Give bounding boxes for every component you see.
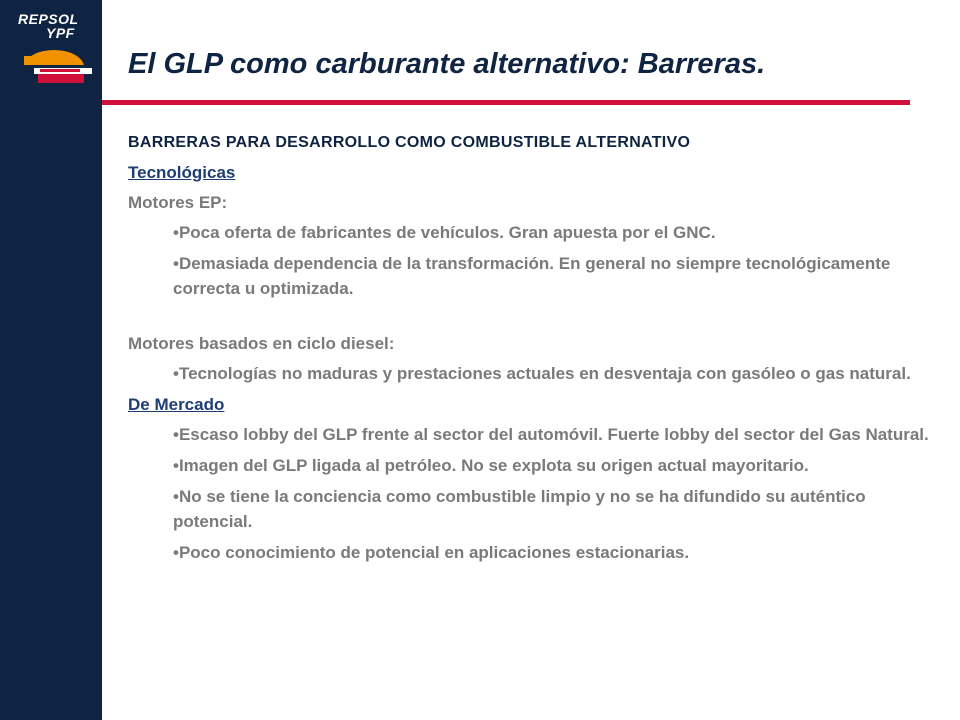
- spacer: [128, 307, 948, 331]
- repsol-emblem-icon: [20, 48, 92, 86]
- title-divider: [102, 100, 910, 105]
- subheading-market: De Mercado: [128, 395, 225, 414]
- bullet-item: •Demasiada dependencia de la transformación. En general no siempre tecnológicamente correcta u optimizada.: [173, 254, 891, 298]
- logo-text-repsol: REPSOL: [18, 11, 79, 27]
- repsol-ypf-logo: [10, 8, 90, 88]
- subheading-technological: Tecnológicas: [128, 163, 236, 182]
- bullet-item: •No se tiene la conciencia como combustible limpio y no se ha difundido su auténtico potencial.: [173, 487, 866, 531]
- group-label-ep-engines: Motores EP:: [128, 193, 228, 212]
- section-heading: BARRERAS PARA DESARROLLO COMO COMBUSTIBLE ALTERNATIVO: [128, 134, 691, 151]
- sidebar: [0, 0, 102, 720]
- bullet-item: •Poca oferta de fabricantes de vehículos. Gran apuesta por el GNC.: [173, 223, 716, 242]
- bullet-item: •Imagen del GLP ligada al petróleo. No se explota su origen actual mayoritario.: [173, 456, 809, 475]
- bullet-item: •Escaso lobby del GLP frente al sector del automóvil. Fuerte lobby del sector del Gas Natural.: [173, 425, 929, 444]
- bullet-item: •Tecnologías no maduras y prestaciones actuales en desventaja con gasóleo o gas natural.: [173, 364, 911, 383]
- slide-content: [128, 130, 948, 571]
- group-label-diesel-engines: Motores basados en ciclo diesel:: [128, 334, 395, 353]
- page-title: El GLP como carburante alternativo: Barreras.: [128, 48, 766, 80]
- bullet-item: •Poco conocimiento de potencial en aplicaciones estacionarias.: [173, 543, 690, 562]
- logo-text-ypf: YPF: [46, 25, 75, 41]
